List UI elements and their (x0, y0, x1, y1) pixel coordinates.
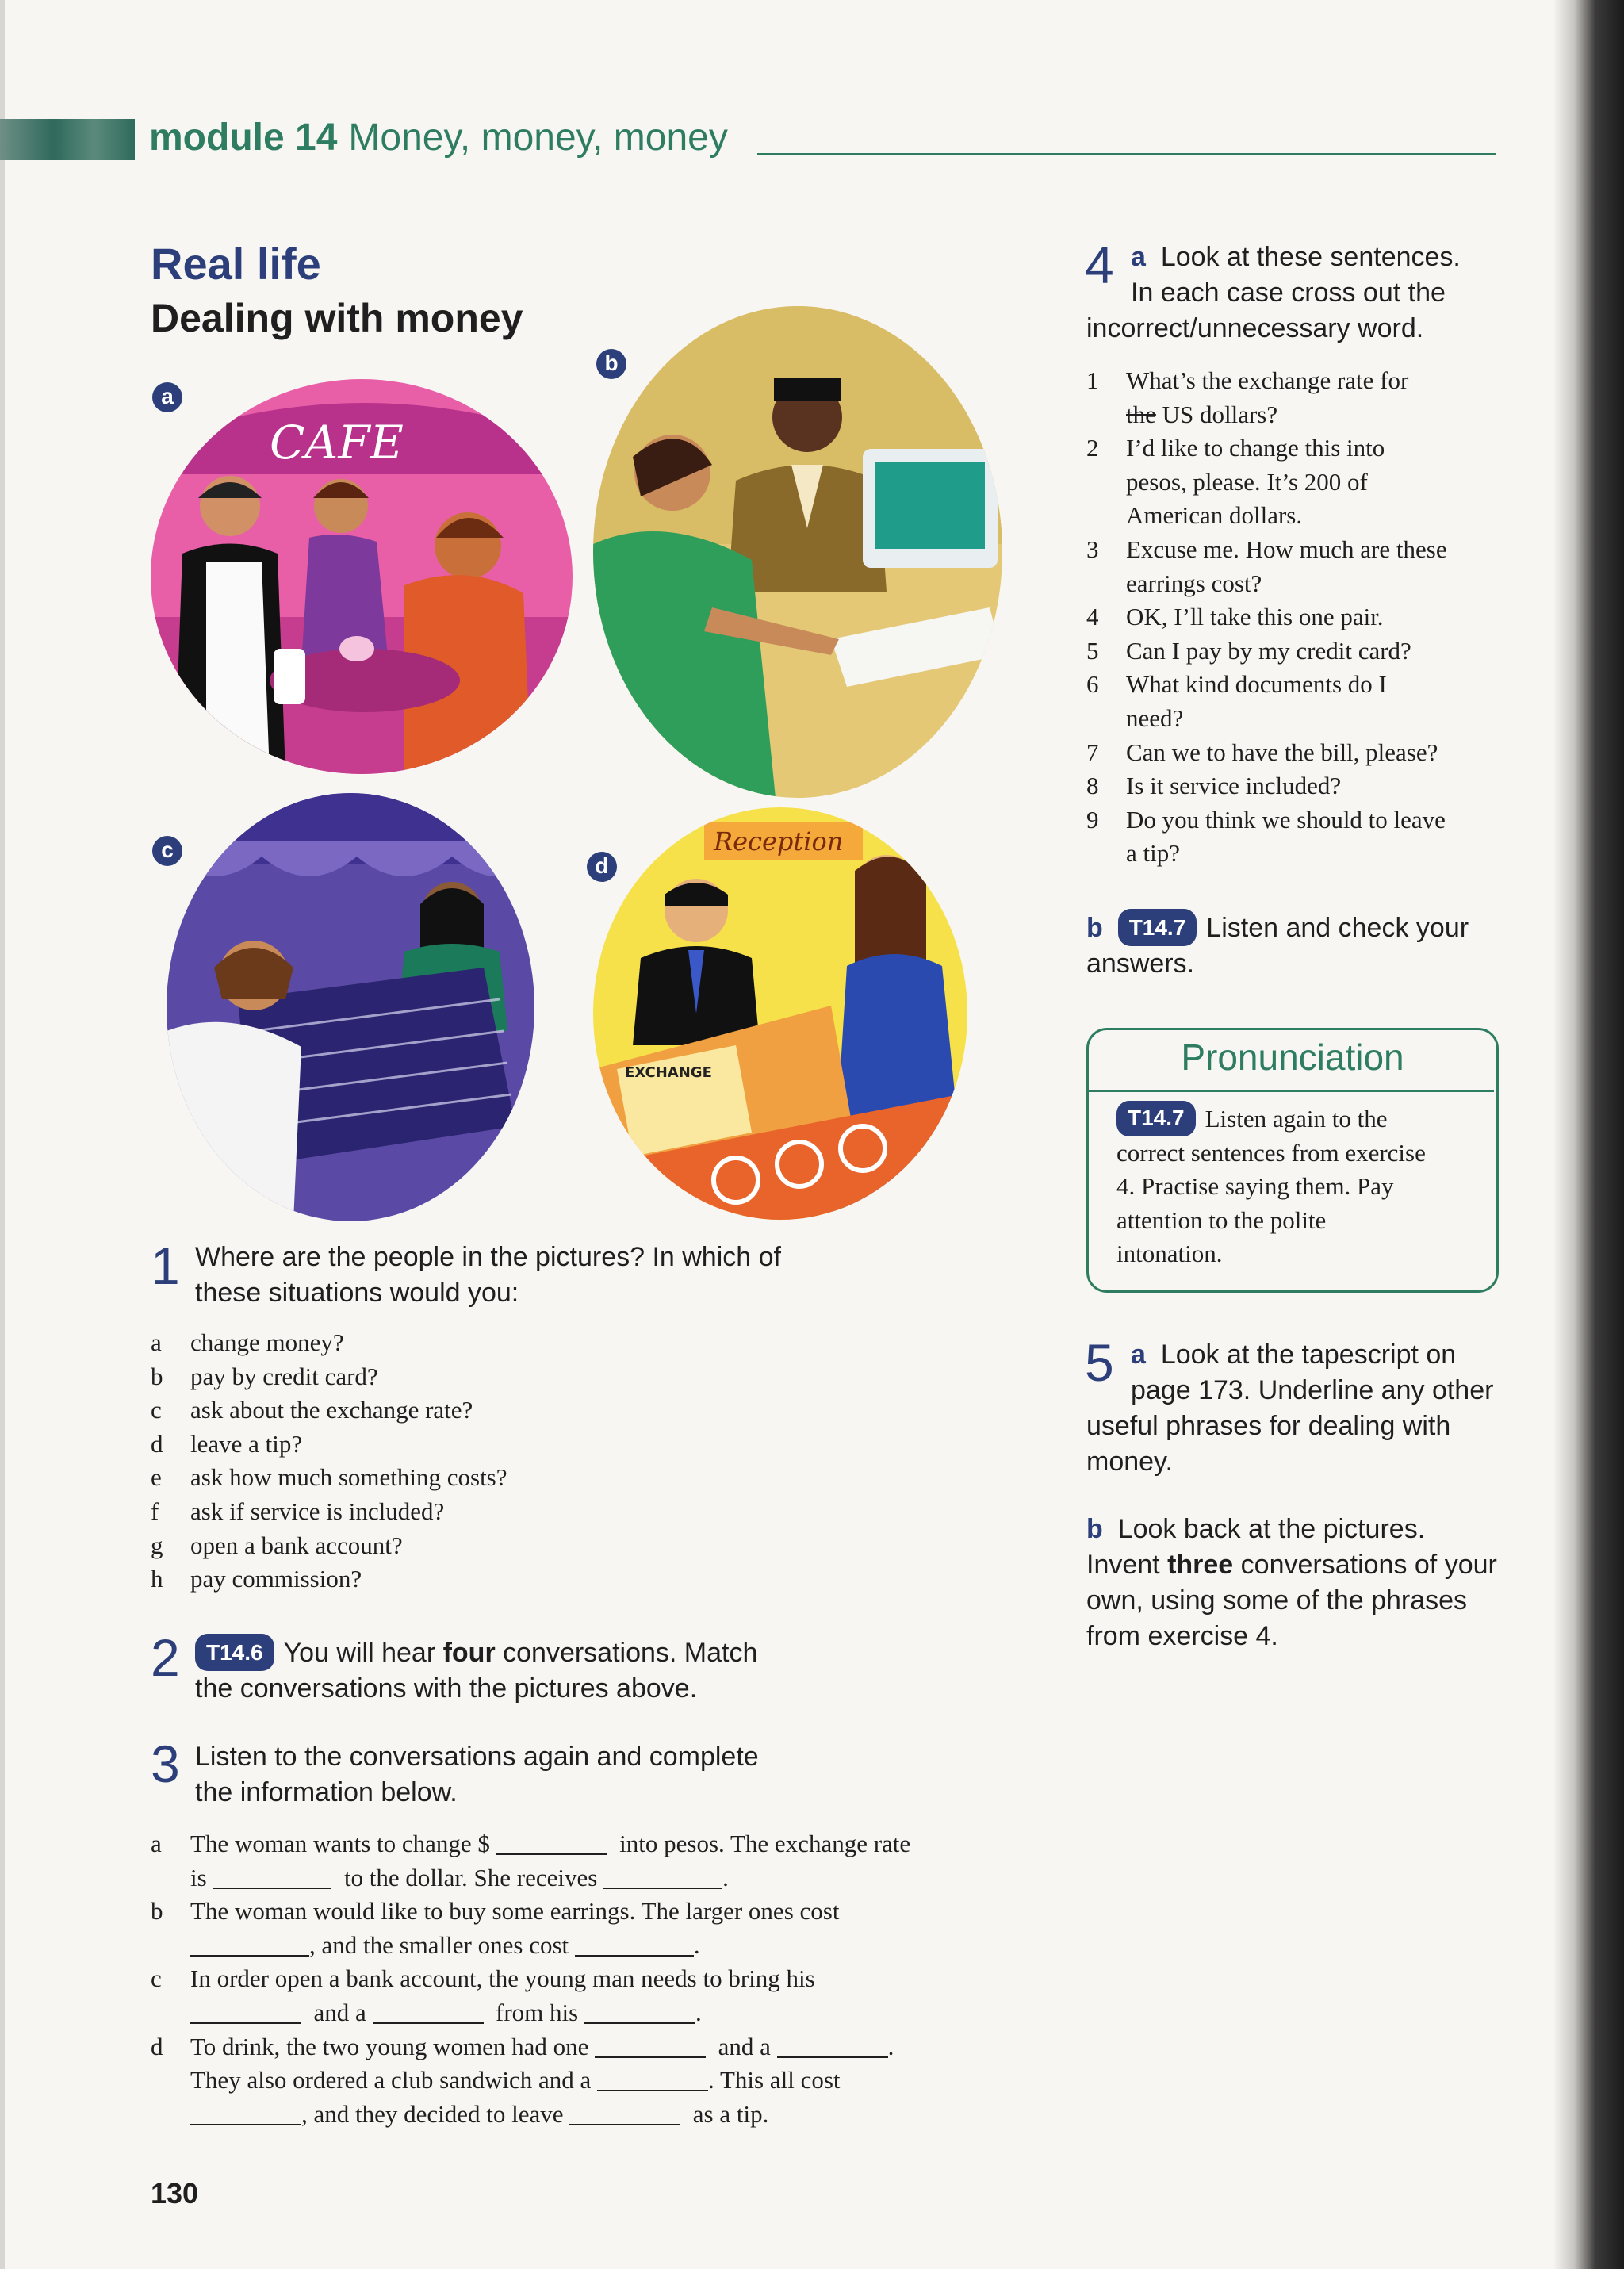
list-item: 6 What kind documents do I (1086, 670, 1387, 699)
exercise-1-instructions: Where are the people in the pictures? In which of these situations would you: (195, 1242, 781, 1308)
blank-field[interactable] (603, 1865, 722, 1889)
module-header-rule (757, 153, 1496, 155)
list-item: d leave a tip? (151, 1429, 303, 1458)
module-label: module 14 (149, 117, 338, 159)
list-item: b pay by credit card? (151, 1362, 378, 1390)
blank-field[interactable] (190, 2000, 301, 2024)
exercise-2-number: 2 (151, 1628, 180, 1687)
picture-c-market (167, 793, 534, 1221)
audio-track-tag[interactable]: T14.6 (195, 1634, 274, 1671)
picture-d-badge: d (587, 852, 617, 882)
list-item: c ask about the exchange rate? (151, 1396, 473, 1424)
module-header (149, 116, 728, 159)
list-item: 2 I’d like to change this into (1086, 434, 1385, 462)
blank-field[interactable] (496, 1831, 607, 1855)
exercise-4a-instructions: a Look at these sentences. In each case cross out the (1131, 242, 1461, 308)
blank-field[interactable] (575, 1933, 694, 1957)
exercise-4a-instructions-line3: incorrect/unnecessary word. (1086, 313, 1424, 343)
picture-c-badge: c (152, 836, 182, 866)
section-subtitle: Dealing with money (151, 296, 523, 340)
exercise-1-list (151, 1326, 722, 1596)
exercise-3-instructions: Listen to the conversations again and complete the information below. (195, 1742, 759, 1807)
audio-track-tag[interactable]: T14.7 (1116, 1101, 1196, 1136)
pronunciation-text: T14.7 Listen again to the correct sentences from exercise 4. Practise saying them. Pay attention to the polite intonation. (1116, 1101, 1481, 1271)
list-item: 8 Is it service included? (1086, 772, 1342, 800)
list-item: 1 What’s the exchange rate for (1086, 366, 1409, 394)
list-item: 9 Do you think we should to leave (1086, 805, 1446, 834)
list-item: 3 Excuse me. How much are these (1086, 535, 1447, 563)
blank-field[interactable] (373, 2000, 484, 2024)
exercise-4b-instructions: b T14.7 Listen and check your answers. (1086, 909, 1499, 982)
blank-field[interactable] (584, 2000, 695, 2024)
picture-a-cafe (151, 379, 573, 774)
list-item: g open a bank account? (151, 1531, 403, 1559)
list-item: 5 Can I pay by my credit card? (1086, 636, 1411, 665)
module-title: Money, money, money (348, 117, 728, 159)
exercise-1-number: 1 (151, 1236, 180, 1295)
picture-b-badge: b (596, 349, 626, 379)
exercise-4-sentences: 1 What’s the exchange rate for the US dollars? 2 I’d like to change this into pesos, please. It’s 200 of American dollars. 3 Excuse me. How much are these earrings cost? 4 OK, I’ll take this one pair. 5 Can I pay by my credit card? 6 What kind documents do I need? 7 Can we to have the bill, please? 8 Is it service included? 9 Do you think we should to leave a tip? (1086, 364, 1515, 871)
blank-field[interactable] (213, 1865, 331, 1889)
section-title: Real life (151, 239, 321, 289)
exercise-5-number: 5 (1085, 1333, 1114, 1392)
exercise-5b-instructions: b Look back at the pictures. Invent three conversations of your own, using some of the phrases from exercise 4. (1086, 1514, 1497, 1651)
exercise-2-instructions: T14.6 You will hear four conversations. Match the conversations with the pictures above. (195, 1634, 798, 1707)
list-item: a change money? (151, 1328, 344, 1356)
cafe-sign: CAFE (270, 416, 404, 470)
gapfill-item-a: a The woman wants to change $ into pesos. The exchange rate (151, 1830, 911, 1857)
exercise-4-number: 4 (1085, 236, 1114, 294)
exercise-3-number: 3 (151, 1734, 180, 1793)
list-item: 4 OK, I’ll take this one pair. (1086, 603, 1384, 631)
page-binding-shadow (1553, 0, 1624, 2269)
blank-field[interactable] (777, 2034, 888, 2058)
list-item: e ask how much something costs? (151, 1463, 508, 1492)
gapfill-item-b: b The woman would like to buy some earrings. The larger ones cost (151, 1897, 840, 1926)
blank-field[interactable] (569, 2102, 680, 2125)
reception-sign: Reception (714, 826, 844, 857)
blank-field[interactable] (190, 1933, 309, 1957)
exchange-board: EXCHANGE (625, 1064, 712, 1081)
blank-field[interactable] (595, 2034, 706, 2058)
list-item: f ask if service is included? (151, 1497, 445, 1525)
blank-field[interactable] (190, 2102, 301, 2125)
gapfill-item-c: c In order open a bank account, the young man needs to bring his (151, 1964, 815, 1993)
picture-b-office (593, 306, 1002, 798)
picture-d-reception (593, 807, 967, 1220)
module-header-strip (0, 119, 135, 160)
exercise-3-gapfill: a The woman wants to change $ into pesos. The exchange rate is to the dollar. She receives . b The woman would like to buy some earrings. The larger ones cost , and the smaller ones cost . c In order open a bank account, the young man needs to bring his and a from his . d To drink, the two young women had one and a . They also ordered a club sandwich and a . This all cost , and they decided to leave as a tip. (151, 1827, 1023, 2131)
gapfill-item-d: d To drink, the two young women had one and a . (151, 2032, 894, 2060)
list-item: 7 Can we to have the bill, please? (1086, 738, 1438, 766)
list-item: h pay commission? (151, 1565, 362, 1593)
page-left-edge (0, 0, 5, 2269)
exercise-5a-instructions-cont: useful phrases for dealing with money. (1086, 1411, 1451, 1477)
page-number: 130 (151, 2177, 199, 2210)
picture-a-badge: a (152, 382, 182, 412)
pronunciation-divider (1089, 1090, 1494, 1092)
pronunciation-title: Pronunciation (1181, 1037, 1404, 1078)
exercise-5a-instructions: a Look at the tapescript on page 173. Underline any other (1131, 1340, 1494, 1405)
audio-track-tag[interactable]: T14.7 (1118, 909, 1197, 946)
blank-field[interactable] (597, 2068, 708, 2091)
